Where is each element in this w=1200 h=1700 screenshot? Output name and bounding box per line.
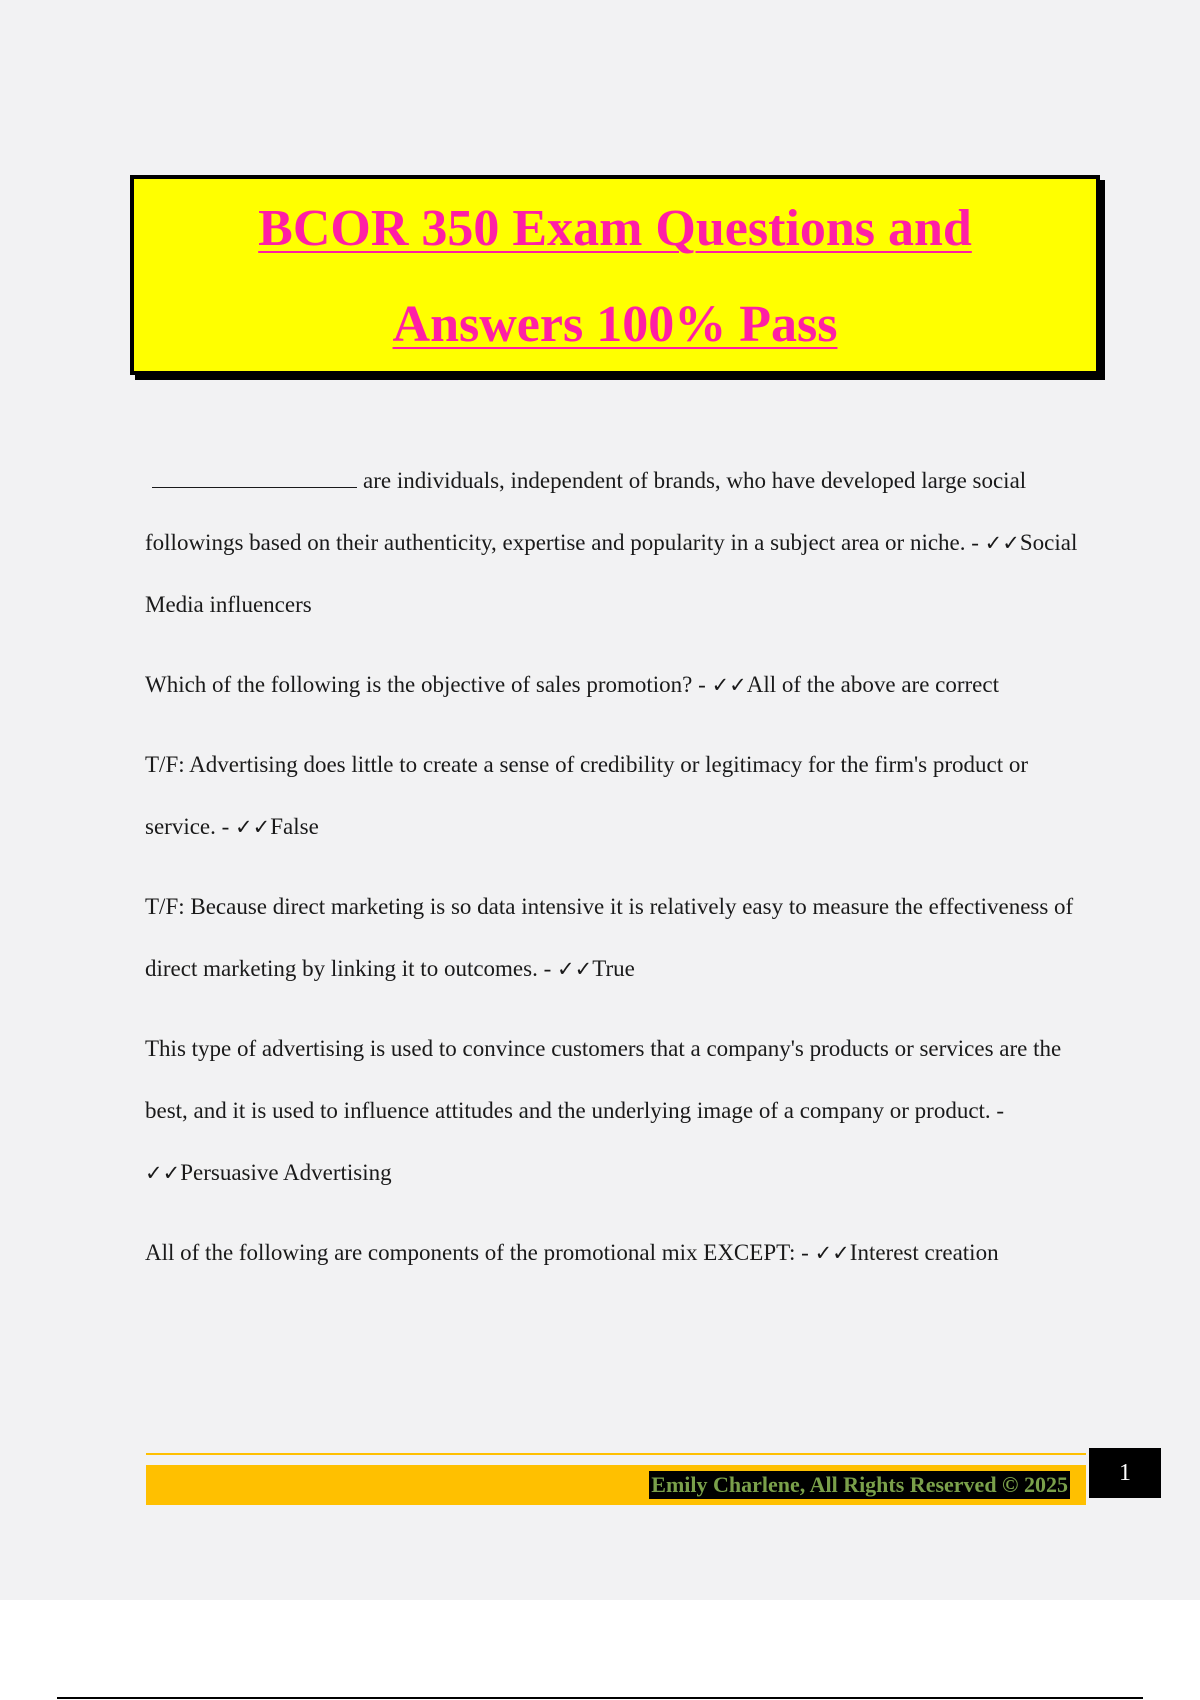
qa-list xyxy=(145,450,1085,1302)
qa-item xyxy=(145,1222,1085,1284)
qa-item xyxy=(145,876,1085,1000)
answer-text: True xyxy=(592,956,635,981)
qa-item xyxy=(145,450,1085,636)
document-title-line-1: BCOR 350 Exam Questions and xyxy=(258,200,972,257)
footer-copyright: Emily Charlene, All Rights Reserved © 2025 xyxy=(651,1472,1068,1497)
question-text: Which of the following is the objective of sales promotion? - xyxy=(145,672,706,697)
fill-in-blank xyxy=(152,467,357,488)
qa-item xyxy=(145,654,1085,716)
answer-text: Persuasive Advertising xyxy=(180,1160,392,1185)
check-mark-icon: ✓✓ xyxy=(711,673,747,697)
check-mark-icon: ✓✓ xyxy=(235,815,271,839)
qa-item xyxy=(145,1018,1085,1204)
next-page-divider xyxy=(57,1697,1143,1699)
answer-text: Interest creation xyxy=(849,1240,999,1265)
answer-text: Social Media influencers xyxy=(145,530,1078,617)
answer-text: All of the above are correct xyxy=(746,672,999,697)
qa-item xyxy=(145,734,1085,858)
question-text: are individuals, independent of brands, who have developed large social followings based on their authenticity, expertise and popularity in a subject area or niche. - xyxy=(145,468,1027,555)
answer-text: False xyxy=(270,814,319,839)
question-text: All of the following are components of the promotional mix EXCEPT: - xyxy=(145,1240,809,1265)
check-mark-icon: ✓✓ xyxy=(145,1161,181,1185)
footer-rule xyxy=(146,1453,1086,1455)
check-mark-icon: ✓✓ xyxy=(557,957,593,981)
check-mark-icon: ✓✓ xyxy=(984,531,1020,555)
footer-bar xyxy=(146,1465,1086,1505)
question-text: T/F: Because direct marketing is so data intensive it is relatively easy to measure the effectiveness of direct marketing by linking it to outcomes. - xyxy=(145,894,1074,981)
page-number: 1 xyxy=(1089,1448,1161,1498)
title-banner xyxy=(130,175,1100,375)
check-mark-icon: ✓✓ xyxy=(814,1241,850,1265)
document-title-line-2: Answers 100% Pass xyxy=(392,296,838,353)
question-text: This type of advertising is used to convince customers that a company's products or services are the best, and it is used to influence attitudes and the underlying image of a company or product. - xyxy=(145,1036,1062,1123)
question-text: T/F: Advertising does little to create a sense of credibility or legitimacy for the firm's product or service. - xyxy=(145,752,1029,839)
